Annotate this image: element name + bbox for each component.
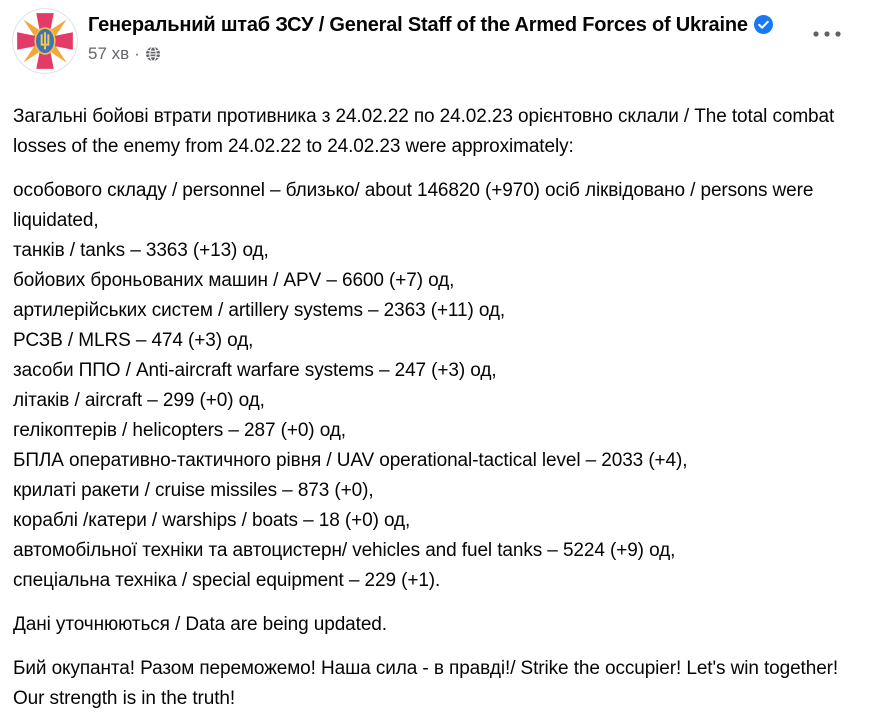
timestamp-link[interactable]: 57 хв: [88, 44, 130, 63]
loss-line-apv: бойових броньованих машин / APV – 6600 (+7) од,: [13, 270, 455, 291]
loss-line-special-equipment: спеціальна техніка / special equipment – 229 (+1).: [13, 570, 441, 591]
loss-line-personnel: особового складу / personnel – близько/ about 146820 (+970) осіб ліквідовано / persons were liquidated,: [13, 180, 814, 231]
header-text: [88, 8, 855, 64]
page-avatar[interactable]: [12, 8, 78, 74]
loss-line-warships: кораблі /катери / warships / boats – 18 (+0) од,: [13, 510, 411, 531]
loss-line-uav: БПЛА оперативно-тактичного рівня / UAV operational-tactical level – 2033 (+4),: [13, 450, 688, 471]
loss-line-vehicles: автомобільної техніки та автоцистерн/ vehicles and fuel tanks – 5224 (+9) од,: [13, 540, 676, 561]
post-header: [0, 0, 871, 74]
intro-paragraph: Загальні бойові втрати противника з 24.02.22 по 24.02.23 орієнтовно склали / The total combat losses of the enemy from 24.02.22 to 24.02.23 were approximately:: [13, 106, 835, 157]
page-name-link[interactable]: [88, 11, 788, 39]
loss-line-antiaircraft: засоби ППО / Anti-aircraft warfare systems – 247 (+3) од,: [13, 360, 497, 381]
loss-line-aircraft: літаків / aircraft – 299 (+0) од,: [13, 390, 265, 411]
loss-line-artillery: артилерійських систем / artillery systems – 2363 (+11) од,: [13, 300, 506, 321]
loss-line-helicopters: гелікоптерів / helicopters – 287 (+0) од,: [13, 420, 346, 441]
meta-separator: ·: [134, 44, 140, 63]
general-staff-emblem-icon: [12, 8, 78, 74]
more-options-button[interactable]: [809, 20, 845, 48]
loss-line-tanks: танків / tanks – 3363 (+13) од,: [13, 240, 269, 261]
post-body: [0, 74, 871, 714]
verified-badge-icon: [754, 15, 773, 34]
page-name-label: Генеральний штаб ЗСУ / General Staff of the Armed Forces of Ukraine: [88, 14, 748, 36]
post-meta: [88, 44, 855, 64]
losses-list: [13, 176, 855, 596]
loss-line-mlrs: РСЗВ / MLRS – 474 (+3) од,: [13, 330, 254, 351]
public-globe-icon: [145, 46, 161, 62]
update-note: Дані уточнюються / Data are being updated.: [13, 614, 387, 635]
loss-line-cruise-missiles: крилаті ракети / cruise missiles – 873 (+0),: [13, 480, 374, 501]
slogan-paragraph: Бий окупанта! Разом переможемо! Наша сила - в правді!/ Strike the occupier! Let's win together! Our strength is in the truth!: [13, 658, 839, 709]
ellipsis-icon: [812, 30, 842, 38]
